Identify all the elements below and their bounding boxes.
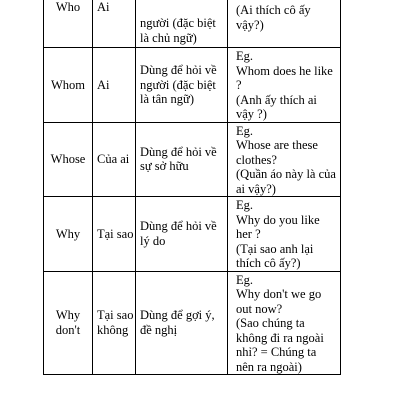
meaning-cell: Tại sao không <box>93 271 136 375</box>
example-vn: (Ai thích cô ấy vậy?) <box>236 3 311 32</box>
example-vn: (Anh ấy thích ai vậy ?) <box>236 92 317 121</box>
example-vn: (Tại sao anh lại thích cô ấy?) <box>236 241 314 270</box>
table-row-whom <box>44 48 341 123</box>
word-cell: Who <box>44 0 93 48</box>
example-cell <box>228 0 341 48</box>
word-cell: Why don't <box>44 271 93 375</box>
word-cell: Whose <box>44 122 93 197</box>
example-label: Eg. <box>236 272 254 287</box>
example-vn: (Quần áo này là của ai vậy?) <box>236 167 336 196</box>
example-en: Whom does he like ? <box>236 63 333 92</box>
example-en: Why do you like her ? <box>236 212 320 241</box>
usage-cell: Dùng để hỏi về sự sở hữu <box>136 122 228 197</box>
usage-cell: người (đặc biệt là chủ ngữ) <box>136 0 228 48</box>
question-words-table <box>43 0 341 375</box>
usage-cell: Dùng để hỏi về lý do <box>136 197 228 272</box>
table-row-why <box>44 197 341 272</box>
meaning-cell: Tại sao <box>93 197 136 272</box>
meaning-cell: Của ai <box>93 122 136 197</box>
example-cell <box>228 271 341 375</box>
table-row-why-dont <box>44 271 341 375</box>
table-row-who <box>44 0 341 48</box>
example-cell <box>228 122 341 197</box>
usage-cell: Dùng để hỏi về người (đặc biệt là tân ngữ) <box>136 48 228 123</box>
example-vn: (Sao chúng ta không đi ra ngoài nhỉ? = Chúng ta nên ra ngoài) <box>236 316 324 374</box>
meaning-cell: Ai <box>93 48 136 123</box>
example-label: Eg. <box>236 123 254 138</box>
example-label: Eg. <box>236 49 254 63</box>
usage-cell: Dùng để gợi ý, đề nghị <box>136 271 228 375</box>
example-label: Eg. <box>236 198 254 212</box>
table-row-whose <box>44 122 341 197</box>
meaning-cell: Ai <box>93 0 136 48</box>
example-en: Whose are these clothes? <box>236 138 318 167</box>
word-cell: Why <box>44 197 93 272</box>
example-cell <box>228 48 341 123</box>
example-en: Why don't we go out now? <box>236 287 322 316</box>
example-cell <box>228 197 341 272</box>
word-cell: Whom <box>44 48 93 123</box>
